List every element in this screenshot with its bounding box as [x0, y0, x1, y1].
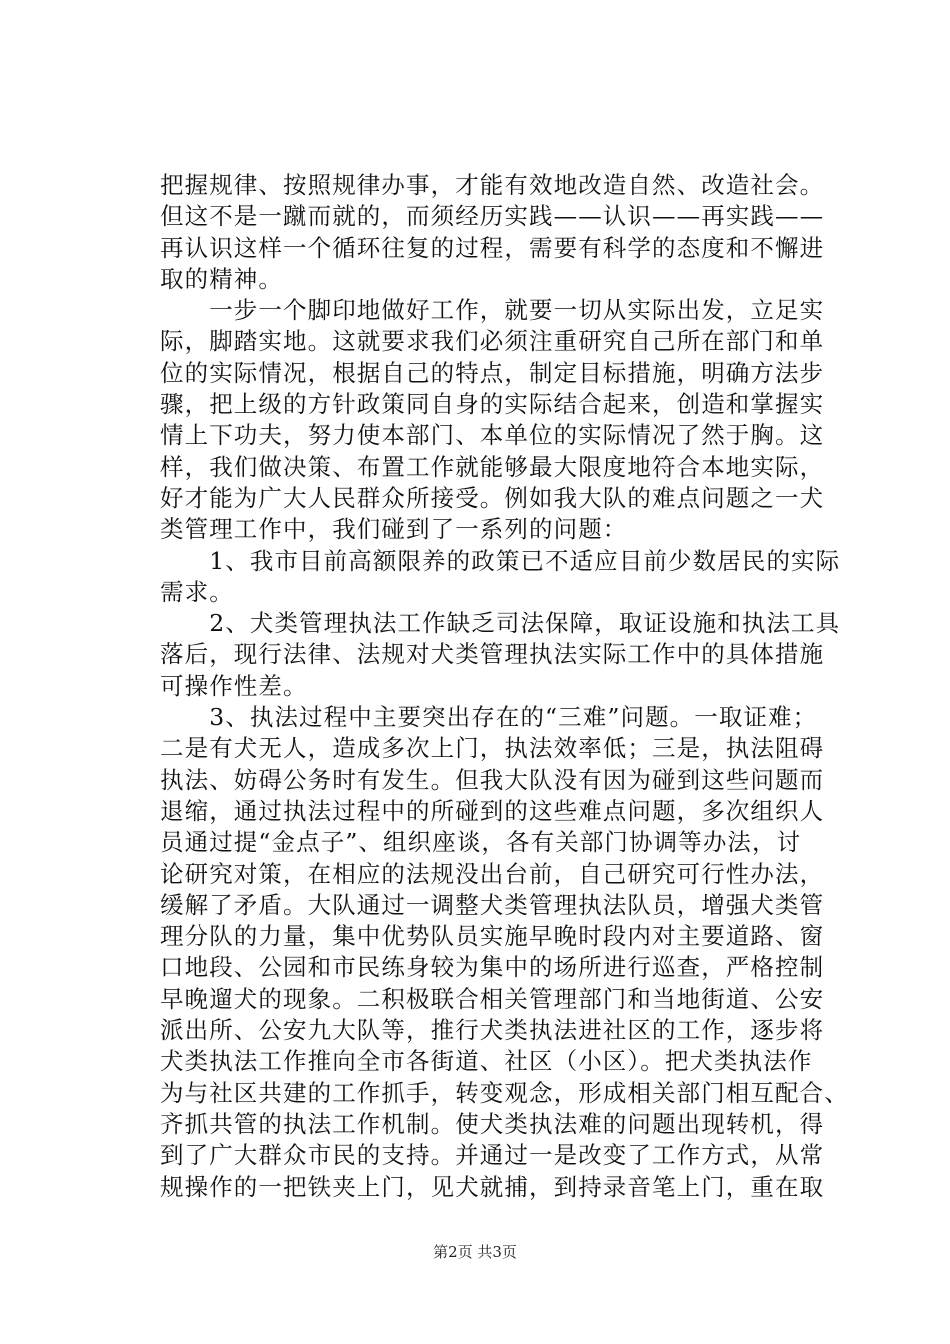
text-line: 落后，现行法律、法规对犬类管理执法实际工作中的具体措施: [160, 640, 825, 669]
text-line: 样，我们做决策、布置工作就能够最大限度地符合本地实际，: [160, 452, 825, 481]
text-line: 2、犬类管理执法工作缺乏司法保障，取证设施和执法工具: [160, 609, 841, 638]
text-line: 一步一个脚印地做好工作，就要一切从实际出发，立足实: [160, 296, 825, 325]
text-line: 位的实际情况，根据自己的特点，制定目标措施，明确方法步: [160, 358, 825, 387]
text-line: 派出所、公安九大队等，推行犬类执法进社区的工作，逐步将: [160, 1016, 825, 1045]
text-line: 类管理工作中，我们碰到了一系列的问题：: [160, 515, 628, 544]
text-line: 可操作性差。: [160, 671, 308, 700]
text-line: 犬类执法工作推向全市各街道、社区（小区）。把犬类执法作: [160, 1047, 813, 1076]
text-line: 1、我市目前高额限养的政策已不适应目前少数居民的实际: [160, 546, 841, 575]
text-line: 际，脚踏实地。这就要求我们必须注重研究自己所在部门和单: [160, 327, 825, 356]
text-line: 缓解了矛盾。大队通过一调整犬类管理执法队员，增强犬类管: [160, 890, 825, 919]
text-line: 再认识这样一个循环往复的过程，需要有科学的态度和不懈进: [160, 233, 825, 262]
text-line: 情上下功夫，努力使本部门、本单位的实际情况了然于胸。这: [160, 421, 825, 450]
text-line: 需求。: [160, 577, 234, 606]
text-line: 早晚遛犬的现象。二积极联合相关管理部门和当地街道、公安: [160, 984, 825, 1013]
page-number: 第2页 共3页: [433, 1243, 517, 1261]
text-line: 理分队的力量，集中优势队员实施早晚时段内对主要道路、窗: [160, 922, 825, 951]
text-line: 论研究对策，在相应的法规没出台前，自己研究可行性办法，: [160, 859, 825, 888]
text-line: 3、执法过程中主要突出存在的“三难”问题。一取证难；: [160, 703, 818, 732]
text-line: 退缩，通过执法过程中的所碰到的这些难点问题，多次组织人: [160, 796, 825, 825]
text-line: 骤，把上级的方针政策同自身的实际结合起来，创造和掌握实: [160, 390, 825, 419]
text-line: 二是有犬无人，造成多次上门，执法效率低；三是，执法阻碍: [160, 734, 825, 763]
text-line: 但这不是一蹴而就的，而须经历实践——认识——再实践——: [160, 202, 825, 231]
text-line: 好才能为广大人民群众所接受。例如我大队的难点问题之一犬: [160, 483, 825, 512]
text-line: 口地段、公园和市民练身较为集中的场所进行巡查，严格控制: [160, 953, 825, 982]
text-line: 为与社区共建的工作抓手，转变观念，形成相关部门相互配合、: [160, 1078, 849, 1107]
text-line: 把握规律、按照规律办事，才能有效地改造自然、改造社会。: [160, 171, 825, 199]
page-footer: [0, 1241, 950, 1262]
text-line: 执法、妨碍公务时有发生。但我大队没有因为碰到这些问题而: [160, 765, 825, 794]
text-line: 规操作的一把铁夹上门，见犬就捕，到持录音笔上门，重在取: [160, 1172, 825, 1201]
text-line: 到了广大群众市民的支持。并通过一是改变了工作方式，从常: [160, 1141, 825, 1170]
body-text: [160, 170, 849, 1203]
text-line: 员通过提“金点子”、组织座谈，各有关部门协调等办法，讨: [160, 828, 802, 857]
text-line: 取的精神。: [160, 264, 283, 293]
text-line: 齐抓共管的执法工作机制。使犬类执法难的问题出现转机，得: [160, 1109, 825, 1138]
